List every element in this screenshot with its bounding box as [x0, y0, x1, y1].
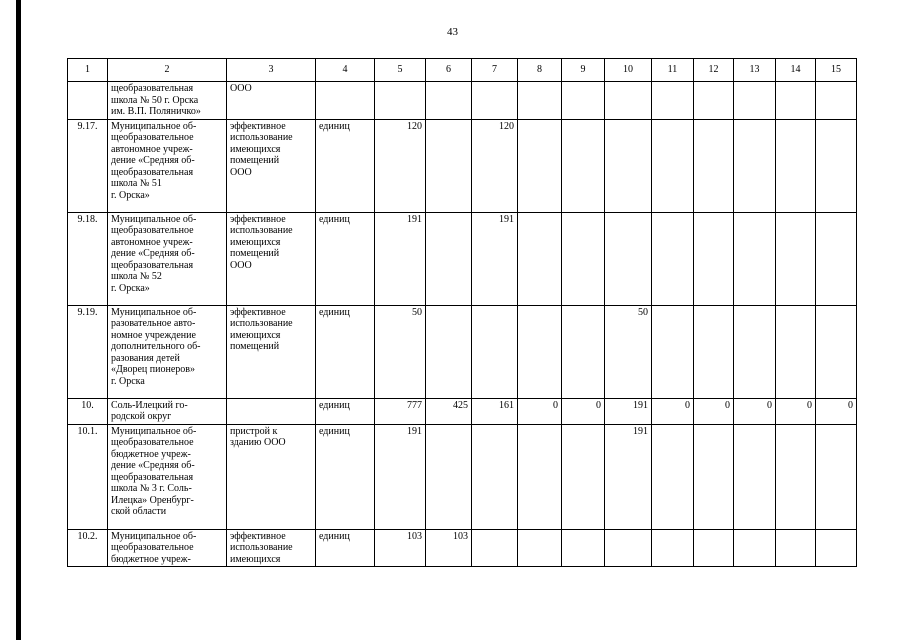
purpose-cell: [227, 82, 316, 120]
organization-name-cell: [108, 119, 227, 212]
row-code-cell: [68, 305, 108, 398]
column-number-header: [68, 59, 857, 82]
purpose-cell-text: пристрой к зданию ООО: [230, 425, 286, 448]
value-cell-col-7-text: 120: [499, 120, 514, 132]
value-cell-col-13: [734, 119, 776, 212]
unit-cell: [316, 529, 375, 567]
row-code-cell: [68, 424, 108, 529]
organization-name-cell-text: Муниципальное об- щеобразовательное автономное учреж- дение «Средняя об- щеобразовательная школа № 51 г. Орска»: [111, 120, 197, 201]
value-cell-col-15: [816, 212, 857, 305]
organization-name-cell: [108, 212, 227, 305]
value-cell-col-7: [472, 212, 518, 305]
value-cell-col-7: [472, 398, 518, 424]
table-row: [68, 212, 857, 305]
table-row: [68, 82, 857, 120]
value-cell-col-7: [472, 305, 518, 398]
value-cell-col-10: [605, 82, 652, 120]
value-cell-col-5-text: 777: [407, 399, 422, 411]
value-cell-col-5-text: 50: [412, 306, 422, 318]
value-cell-col-5-text: 120: [407, 120, 422, 132]
page-number: 43: [447, 26, 458, 38]
value-cell-col-15: [816, 305, 857, 398]
value-cell-col-14: [776, 305, 816, 398]
value-cell-col-8: [518, 305, 562, 398]
organization-name-cell-text: Муниципальное об- разовательное авто- номное учреждение дополнительного об- разования детей «Дворец пионеров» г. Орска: [111, 306, 201, 387]
row-code-cell: [68, 212, 108, 305]
scan-left-edge: [16, 0, 21, 640]
value-cell-col-10: [605, 398, 652, 424]
value-cell-col-10: [605, 212, 652, 305]
value-cell-col-14: [776, 398, 816, 424]
value-cell-col-10: [605, 529, 652, 567]
organization-name-cell: [108, 529, 227, 567]
purpose-cell: [227, 398, 316, 424]
value-cell-col-12-text: 0: [725, 399, 730, 411]
value-cell-col-6: [426, 305, 472, 398]
value-cell-col-6: [426, 398, 472, 424]
table-row: [68, 529, 857, 567]
value-cell-col-13: [734, 424, 776, 529]
row-code-cell-text: 10.: [81, 399, 94, 411]
value-cell-col-11: [652, 398, 694, 424]
value-cell-col-11: [652, 212, 694, 305]
value-cell-col-5-text: 191: [407, 425, 422, 437]
value-cell-col-11: [652, 82, 694, 120]
value-cell-col-11: [652, 529, 694, 567]
value-cell-col-14: [776, 212, 816, 305]
unit-cell-text: единиц: [319, 425, 350, 437]
value-cell-col-15: [816, 529, 857, 567]
purpose-cell: [227, 212, 316, 305]
value-cell-col-9: [562, 119, 605, 212]
unit-cell-text: единиц: [319, 213, 350, 225]
value-cell-col-9: [562, 82, 605, 120]
data-table: [67, 58, 857, 567]
value-cell-col-8: [518, 119, 562, 212]
purpose-cell-text: эффективное использование имеющихся: [230, 530, 293, 565]
row-code-cell: [68, 119, 108, 212]
column-header-4: 4: [316, 59, 375, 82]
value-cell-col-13: [734, 212, 776, 305]
value-cell-col-12: [694, 305, 734, 398]
row-code-cell: [68, 398, 108, 424]
value-cell-col-14: [776, 529, 816, 567]
value-cell-col-7: [472, 119, 518, 212]
purpose-cell: [227, 119, 316, 212]
organization-name-cell-text: щеобразовательная школа № 50 г. Орска им. В.П. Поляничко»: [111, 83, 201, 117]
value-cell-col-5: [375, 82, 426, 120]
value-cell-col-8: [518, 212, 562, 305]
value-cell-col-12: [694, 398, 734, 424]
row-code-cell-text: 10.1.: [77, 425, 98, 437]
value-cell-col-13-text: 0: [767, 399, 772, 411]
value-cell-col-10: [605, 305, 652, 398]
column-header-9: 9: [562, 59, 605, 82]
unit-cell: [316, 212, 375, 305]
value-cell-col-8: [518, 424, 562, 529]
value-cell-col-9: [562, 212, 605, 305]
column-header-11: 11: [652, 59, 694, 82]
value-cell-col-9: [562, 305, 605, 398]
unit-cell-text: единиц: [319, 530, 350, 542]
value-cell-col-10-text: 50: [638, 306, 648, 318]
purpose-cell: [227, 529, 316, 567]
value-cell-col-9: [562, 398, 605, 424]
column-header-15: 15: [816, 59, 857, 82]
value-cell-col-6: [426, 529, 472, 567]
value-cell-col-12: [694, 529, 734, 567]
value-cell-col-8: [518, 82, 562, 120]
value-cell-col-12: [694, 119, 734, 212]
row-code-cell-text: 10.2.: [77, 530, 98, 542]
value-cell-col-5: [375, 529, 426, 567]
purpose-cell: [227, 305, 316, 398]
row-code-cell: [68, 82, 108, 120]
value-cell-col-15: [816, 119, 857, 212]
row-code-cell-text: 9.18.: [77, 213, 98, 225]
column-header-5: 5: [375, 59, 426, 82]
value-cell-col-14-text: 0: [807, 399, 812, 411]
value-cell-col-7-text: 161: [499, 399, 514, 411]
column-header-7: 7: [472, 59, 518, 82]
organization-name-cell-text: Соль-Илецкий го- родской округ: [111, 399, 188, 422]
table-row: [68, 398, 857, 424]
value-cell-col-7-text: 191: [499, 213, 514, 225]
value-cell-col-7: [472, 529, 518, 567]
value-cell-col-5: [375, 305, 426, 398]
value-cell-col-10: [605, 119, 652, 212]
unit-cell: [316, 82, 375, 120]
value-cell-col-12: [694, 212, 734, 305]
organization-name-cell-text: Муниципальное об- щеобразовательное автономное учреж- дение «Средняя об- щеобразовательная школа № 52 г. Орска»: [111, 213, 197, 294]
row-code-cell-text: 9.17.: [77, 120, 98, 132]
value-cell-col-7: [472, 424, 518, 529]
table-row: [68, 305, 857, 398]
organization-name-cell-text: Муниципальное об- щеобразовательное бюджетное учреж- дение «Средняя об- щеобразовательная школа № 3 г. Соль- Илецка» Оренбург- ской области: [111, 425, 197, 517]
column-header-6: 6: [426, 59, 472, 82]
organization-name-cell: [108, 82, 227, 120]
value-cell-col-7: [472, 82, 518, 120]
column-header-14: 14: [776, 59, 816, 82]
value-cell-col-13: [734, 305, 776, 398]
value-cell-col-13: [734, 398, 776, 424]
purpose-cell-text: эффективное использование имеющихся помещений ООО: [230, 120, 293, 178]
unit-cell-text: единиц: [319, 120, 350, 132]
organization-name-cell-text: Муниципальное об- щеобразовательное бюджетное учреж-: [111, 530, 197, 565]
value-cell-col-14: [776, 119, 816, 212]
unit-cell-text: единиц: [319, 306, 350, 318]
value-cell-col-8: [518, 529, 562, 567]
value-cell-col-11: [652, 424, 694, 529]
value-cell-col-6: [426, 119, 472, 212]
table-row: [68, 119, 857, 212]
value-cell-col-6: [426, 82, 472, 120]
row-code-cell: [68, 529, 108, 567]
value-cell-col-15: [816, 82, 857, 120]
column-header-12: 12: [694, 59, 734, 82]
purpose-cell-text: эффективное использование имеющихся помещений: [230, 306, 293, 352]
value-cell-col-8-text: 0: [553, 399, 558, 411]
value-cell-col-6-text: 103: [453, 530, 468, 542]
value-cell-col-9-text: 0: [596, 399, 601, 411]
column-header-13: 13: [734, 59, 776, 82]
value-cell-col-9: [562, 529, 605, 567]
value-cell-col-11: [652, 119, 694, 212]
table-row: [68, 424, 857, 529]
value-cell-col-10-text: 191: [633, 425, 648, 437]
purpose-cell-text: эффективное использование имеющихся помещений ООО: [230, 213, 293, 271]
unit-cell-text: единиц: [319, 399, 350, 411]
value-cell-col-5: [375, 119, 426, 212]
column-header-8: 8: [518, 59, 562, 82]
value-cell-col-5: [375, 398, 426, 424]
value-cell-col-5-text: 191: [407, 213, 422, 225]
value-cell-col-10-text: 191: [633, 399, 648, 411]
organization-name-cell: [108, 305, 227, 398]
value-cell-col-15: [816, 424, 857, 529]
value-cell-col-11: [652, 305, 694, 398]
column-header-10: 10: [605, 59, 652, 82]
value-cell-col-13: [734, 82, 776, 120]
value-cell-col-5: [375, 424, 426, 529]
column-header-3: 3: [227, 59, 316, 82]
value-cell-col-14: [776, 424, 816, 529]
unit-cell: [316, 119, 375, 212]
unit-cell: [316, 424, 375, 529]
value-cell-col-5-text: 103: [407, 530, 422, 542]
value-cell-col-6: [426, 424, 472, 529]
unit-cell: [316, 305, 375, 398]
value-cell-col-15: [816, 398, 857, 424]
value-cell-col-10: [605, 424, 652, 529]
value-cell-col-6-text: 425: [453, 399, 468, 411]
organization-name-cell: [108, 398, 227, 424]
purpose-cell-text: ООО: [230, 83, 252, 94]
value-cell-col-12: [694, 82, 734, 120]
value-cell-col-13: [734, 529, 776, 567]
value-cell-col-6: [426, 212, 472, 305]
purpose-cell: [227, 424, 316, 529]
value-cell-col-8: [518, 398, 562, 424]
row-code-cell-text: 9.19.: [77, 306, 98, 318]
unit-cell: [316, 398, 375, 424]
value-cell-col-12: [694, 424, 734, 529]
value-cell-col-14: [776, 82, 816, 120]
value-cell-col-15-text: 0: [848, 399, 853, 411]
table-body: [68, 59, 857, 567]
value-cell-col-9: [562, 424, 605, 529]
column-header-1: 1: [68, 59, 108, 82]
column-header-2: 2: [108, 59, 227, 82]
organization-name-cell: [108, 424, 227, 529]
value-cell-col-5: [375, 212, 426, 305]
value-cell-col-11-text: 0: [685, 399, 690, 411]
